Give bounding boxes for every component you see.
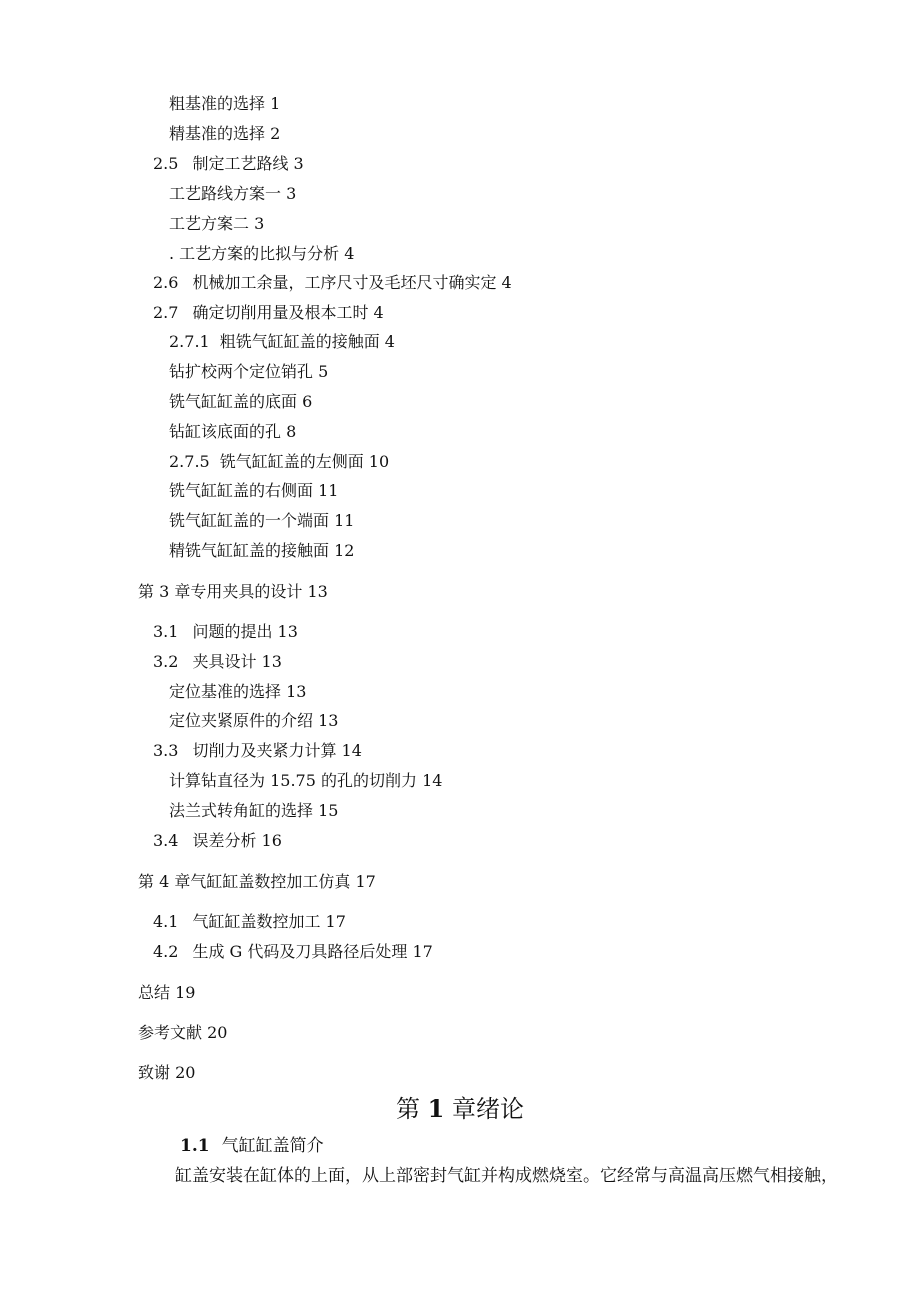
toc-entry-text: 误差分析 16 (192, 831, 282, 850)
toc-entry-text: 法兰式转角缸的选择 15 (169, 801, 339, 820)
toc-entry[interactable] (153, 741, 362, 761)
toc-entry-text: 铣气缸缸盖的左侧面 10 (219, 452, 390, 471)
toc-entry-text: 制定工艺路线 3 (192, 154, 304, 173)
toc-entry[interactable] (169, 184, 296, 204)
toc-entry-text: 第 4 章气缸缸盖数控加工仿真 17 (138, 872, 376, 891)
toc-entry-text: 定位夹紧原件的介绍 13 (169, 711, 339, 730)
toc-entry-text: 确定切削用量及根本工时 4 (192, 303, 384, 322)
toc-entry[interactable] (169, 452, 389, 472)
chapter-title-number: 1 (427, 1094, 445, 1123)
toc-entry[interactable] (169, 541, 354, 561)
chapter-title-prefix: 第 (396, 1095, 420, 1123)
toc-entry-text: 工艺方案二 3 (169, 214, 265, 233)
toc-entry[interactable] (169, 801, 338, 821)
toc-entry[interactable] (169, 481, 338, 501)
toc-entry-text: 钻扩校两个定位销孔 5 (169, 362, 329, 381)
toc-entry-text: 参考文献 20 (138, 1023, 228, 1042)
toc-entry[interactable] (153, 831, 282, 851)
toc-entry[interactable] (169, 362, 328, 382)
toc-entry-text: 定位基准的选择 13 (169, 682, 307, 701)
toc-entry-number: 2.7.5 (169, 452, 210, 471)
toc-entry-text: 铣气缸缸盖的右侧面 11 (169, 481, 339, 500)
toc-entry-number: 3.1 (153, 622, 179, 641)
toc-entry[interactable] (169, 771, 442, 791)
toc-chapter-entry[interactable] (138, 1063, 195, 1083)
toc-entry[interactable] (169, 244, 354, 264)
toc-entry[interactable] (153, 652, 282, 672)
toc-chapter-entry[interactable] (138, 1023, 227, 1043)
toc-entry-text: 计算钻直径为 15.75 的孔的切削力 14 (169, 771, 443, 790)
toc-entry-text: 铣气缸缸盖的一个端面 11 (169, 511, 355, 530)
toc-entry-number: 4.2 (153, 942, 179, 961)
toc-entry-text: 精基准的选择 2 (169, 124, 281, 143)
toc-entry-text: 夹具设计 13 (192, 652, 282, 671)
toc-entry-text: 切削力及夹紧力计算 14 (192, 741, 362, 760)
toc-entry[interactable] (153, 942, 433, 962)
section-title: 气缸缸盖简介 (221, 1136, 324, 1156)
toc-entry[interactable] (153, 273, 512, 293)
toc-entry[interactable] (169, 711, 338, 731)
toc-entry-number: 3.2 (153, 652, 179, 671)
toc-entry-number: 2.7.1 (169, 332, 210, 351)
toc-entry-text: 总结 19 (138, 983, 196, 1002)
toc-entry-number: 3.4 (153, 831, 179, 850)
toc-entry-text: 致谢 20 (138, 1063, 196, 1082)
toc-entry-text: 第 3 章专用夹具的设计 13 (138, 582, 328, 601)
toc-entry[interactable] (169, 124, 280, 144)
chapter-title (0, 1094, 920, 1124)
toc-entry[interactable] (169, 392, 312, 412)
toc-entry[interactable] (153, 303, 384, 323)
toc-entry-text: 粗铣气缸缸盖的接触面 4 (219, 332, 395, 351)
toc-entry[interactable] (169, 332, 395, 352)
toc-entry-text: 气缸缸盖数控加工 17 (192, 912, 346, 931)
toc-entry-text: 铣气缸缸盖的底面 6 (169, 392, 313, 411)
toc-chapter-entry[interactable] (138, 983, 195, 1003)
toc-entry-text: 钻缸该底面的孔 8 (169, 422, 297, 441)
toc-entry-text: . 工艺方案的比拟与分析 4 (169, 244, 355, 263)
toc-entry[interactable] (169, 214, 264, 234)
toc-entry[interactable] (169, 682, 306, 702)
toc-entry[interactable] (153, 912, 346, 932)
body-paragraph: 缸盖安装在缸体的上面，从上部密封气缸并构成燃烧室。它经常与高温高压燃气相接触， (175, 1166, 838, 1186)
toc-entry-text: 工艺路线方案一 3 (169, 184, 297, 203)
section-heading (180, 1135, 324, 1157)
toc-entry-number: 4.1 (153, 912, 179, 931)
toc-chapter-entry[interactable] (138, 872, 376, 892)
toc-entry[interactable] (169, 422, 296, 442)
toc-entry-number: 2.6 (153, 273, 179, 292)
toc-entry-number: 3.3 (153, 741, 179, 760)
toc-entry-number: 2.5 (153, 154, 179, 173)
toc-entry-number: 2.7 (153, 303, 179, 322)
section-number: 1.1 (180, 1136, 210, 1156)
toc-entry-text: 生成 G 代码及刀具路径后处理 17 (192, 942, 433, 961)
toc-entry[interactable] (169, 94, 280, 114)
toc-entry-text: 精铣气缸缸盖的接触面 12 (169, 541, 355, 560)
toc-entry-text: 粗基准的选择 1 (169, 94, 281, 113)
toc-entry[interactable] (169, 511, 354, 531)
toc-entry[interactable] (153, 154, 304, 174)
toc-entry[interactable] (153, 622, 298, 642)
toc-chapter-entry[interactable] (138, 582, 328, 602)
toc-entry-text: 机械加工余量，工序尺寸及毛坯尺寸确实定 4 (192, 273, 512, 292)
chapter-title-text: 章绪论 (451, 1095, 524, 1123)
toc-entry-text: 问题的提出 13 (192, 622, 298, 641)
